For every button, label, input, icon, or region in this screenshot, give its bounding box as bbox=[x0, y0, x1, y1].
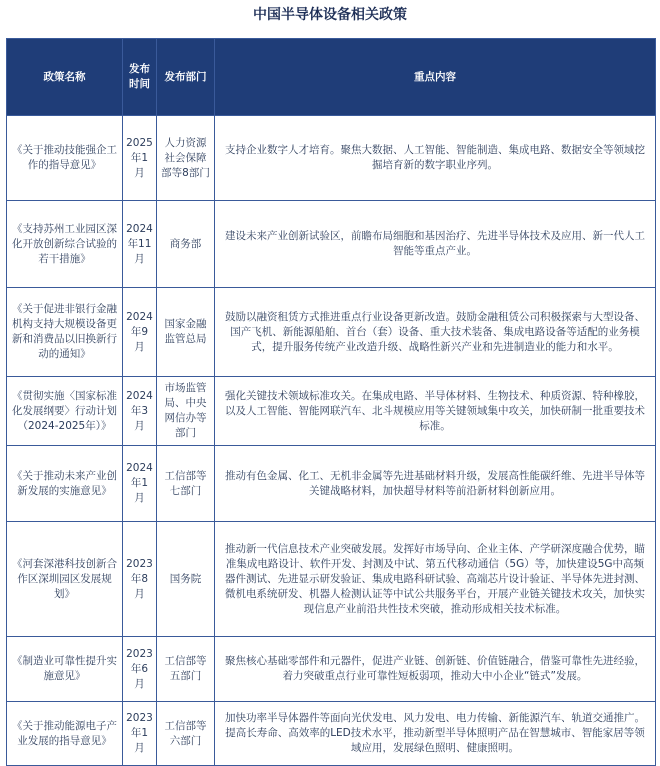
key-content-cell: 加快功率半导体器件等面向光伏发电、风力发电、电力传输、新能源汽车、轨道交通推广。提高长寿命、高效率的LED技术水平，推动新型半导体照明产品在智慧城市、智能家居等领域应用，发展绿色照明、健康照明。 bbox=[215, 702, 656, 766]
key-content-cell: 聚焦核心基础零部件和元器件，促进产业链、创新链、价值链融合，借鉴可靠性先进经验，着力突破重点行业可靠性短板弱项，推动大中小企业“链式”发展。 bbox=[215, 637, 656, 702]
header-department: 发布部门 bbox=[157, 39, 215, 116]
table-row bbox=[7, 201, 656, 288]
key-content-cell: 建设未来产业创新试验区，前瞻布局细胞和基因治疗、先进半导体技术及应用、新一代人工智能等重点产业。 bbox=[215, 201, 656, 288]
department-cell: 国家金融监管总局 bbox=[157, 288, 215, 377]
department-cell: 工信部等六部门 bbox=[157, 702, 215, 766]
policy-name-cell: 《河套深港科技创新合作区深圳园区发展规划》 bbox=[7, 522, 123, 637]
policy-name-cell: 《关于促进非银行金融机构支持大规模设备更新和消费品以旧换新行动的通知》 bbox=[7, 288, 123, 377]
table-row bbox=[7, 288, 656, 377]
release-time-cell: 2023年8月 bbox=[123, 522, 157, 637]
release-time-cell: 2023年6月 bbox=[123, 637, 157, 702]
key-content-cell: 推动有色金属、化工、无机非金属等先进基础材料升级，发展高性能碳纤维、先进半导体等关键战略材料，加快超导材料等前沿新材料创新应用。 bbox=[215, 446, 656, 522]
key-content-cell: 鼓励以融资租赁方式推进重点行业设备更新改造。鼓励金融租赁公司积极探索与大型设备、国产飞机、新能源船舶、首台（套）设备、重大技术装备、集成电路设备等适配的业务模式，提升服务传统产业改造升级、战略性新兴产业和先进制造业的能力和水平。 bbox=[215, 288, 656, 377]
policy-name-cell: 《制造业可靠性提升实施意见》 bbox=[7, 637, 123, 702]
release-time-cell: 2023年1月 bbox=[123, 702, 157, 766]
table-row bbox=[7, 702, 656, 766]
department-cell: 人力资源社会保障部等8部门 bbox=[157, 116, 215, 201]
department-cell: 商务部 bbox=[157, 201, 215, 288]
key-content-cell: 推动新一代信息技术产业突破发展。发挥好市场导向、企业主体、产学研深度融合优势，瞄准集成电路设计、软件开发、封测及中试、第五代移动通信（5G）等，加快建设5G中高频器件测试、先进显示研发验证、集成电路科研试验、高端芯片设计验证、半导体先进封测、微机电系统研发、机器人检测认证等中试公共服务平台，开展产业链关键技术攻关，加快实现信息产业前沿共性技术突破，推动形成相关技术标准。 bbox=[215, 522, 656, 637]
department-cell: 工信部等五部门 bbox=[157, 637, 215, 702]
policy-name-cell: 《关于推动能源电子产业发展的指导意见》 bbox=[7, 702, 123, 766]
department-cell: 工信部等七部门 bbox=[157, 446, 215, 522]
release-time-cell: 2024年9月 bbox=[123, 288, 157, 377]
department-cell: 市场监管局、中央网信办等部门 bbox=[157, 377, 215, 446]
header-key-content: 重点内容 bbox=[215, 39, 656, 116]
policy-table bbox=[6, 38, 656, 766]
table-row bbox=[7, 377, 656, 446]
policy-name-cell: 《关于推动技能强企工作的指导意见》 bbox=[7, 116, 123, 201]
header-row bbox=[7, 39, 656, 116]
header-policy-name: 政策名称 bbox=[7, 39, 123, 116]
table-row bbox=[7, 637, 656, 702]
table-row bbox=[7, 116, 656, 201]
header-release-time: 发布时间 bbox=[123, 39, 157, 116]
department-cell: 国务院 bbox=[157, 522, 215, 637]
release-time-cell: 2024年3月 bbox=[123, 377, 157, 446]
table-title: 中国半导体设备相关政策 bbox=[253, 7, 407, 23]
policy-name-cell: 《贯彻实施〈国家标准化发展纲要〉行动计划（2024-2025年）》 bbox=[7, 377, 123, 446]
table-row bbox=[7, 522, 656, 637]
table-row bbox=[7, 446, 656, 522]
release-time-cell: 2025年1月 bbox=[123, 116, 157, 201]
key-content-cell: 支持企业数字人才培育。聚焦大数据、人工智能、智能制造、集成电路、数据安全等领域挖掘培育新的数字职业序列。 bbox=[215, 116, 656, 201]
policy-name-cell: 《关于推动未来产业创新发展的实施意见》 bbox=[7, 446, 123, 522]
release-time-cell: 2024年11月 bbox=[123, 201, 157, 288]
policy-name-cell: 《支持苏州工业园区深化开放创新综合试验的若干措施》 bbox=[7, 201, 123, 288]
release-time-cell: 2024年1月 bbox=[123, 446, 157, 522]
key-content-cell: 强化关键技术领域标准攻关。在集成电路、半导体材料、生物技术、种质资源、特种橡胶，以及人工智能、智能网联汽车、北斗规模应用等关键领域集中攻关，加快研制一批重要技术标准。 bbox=[215, 377, 656, 446]
